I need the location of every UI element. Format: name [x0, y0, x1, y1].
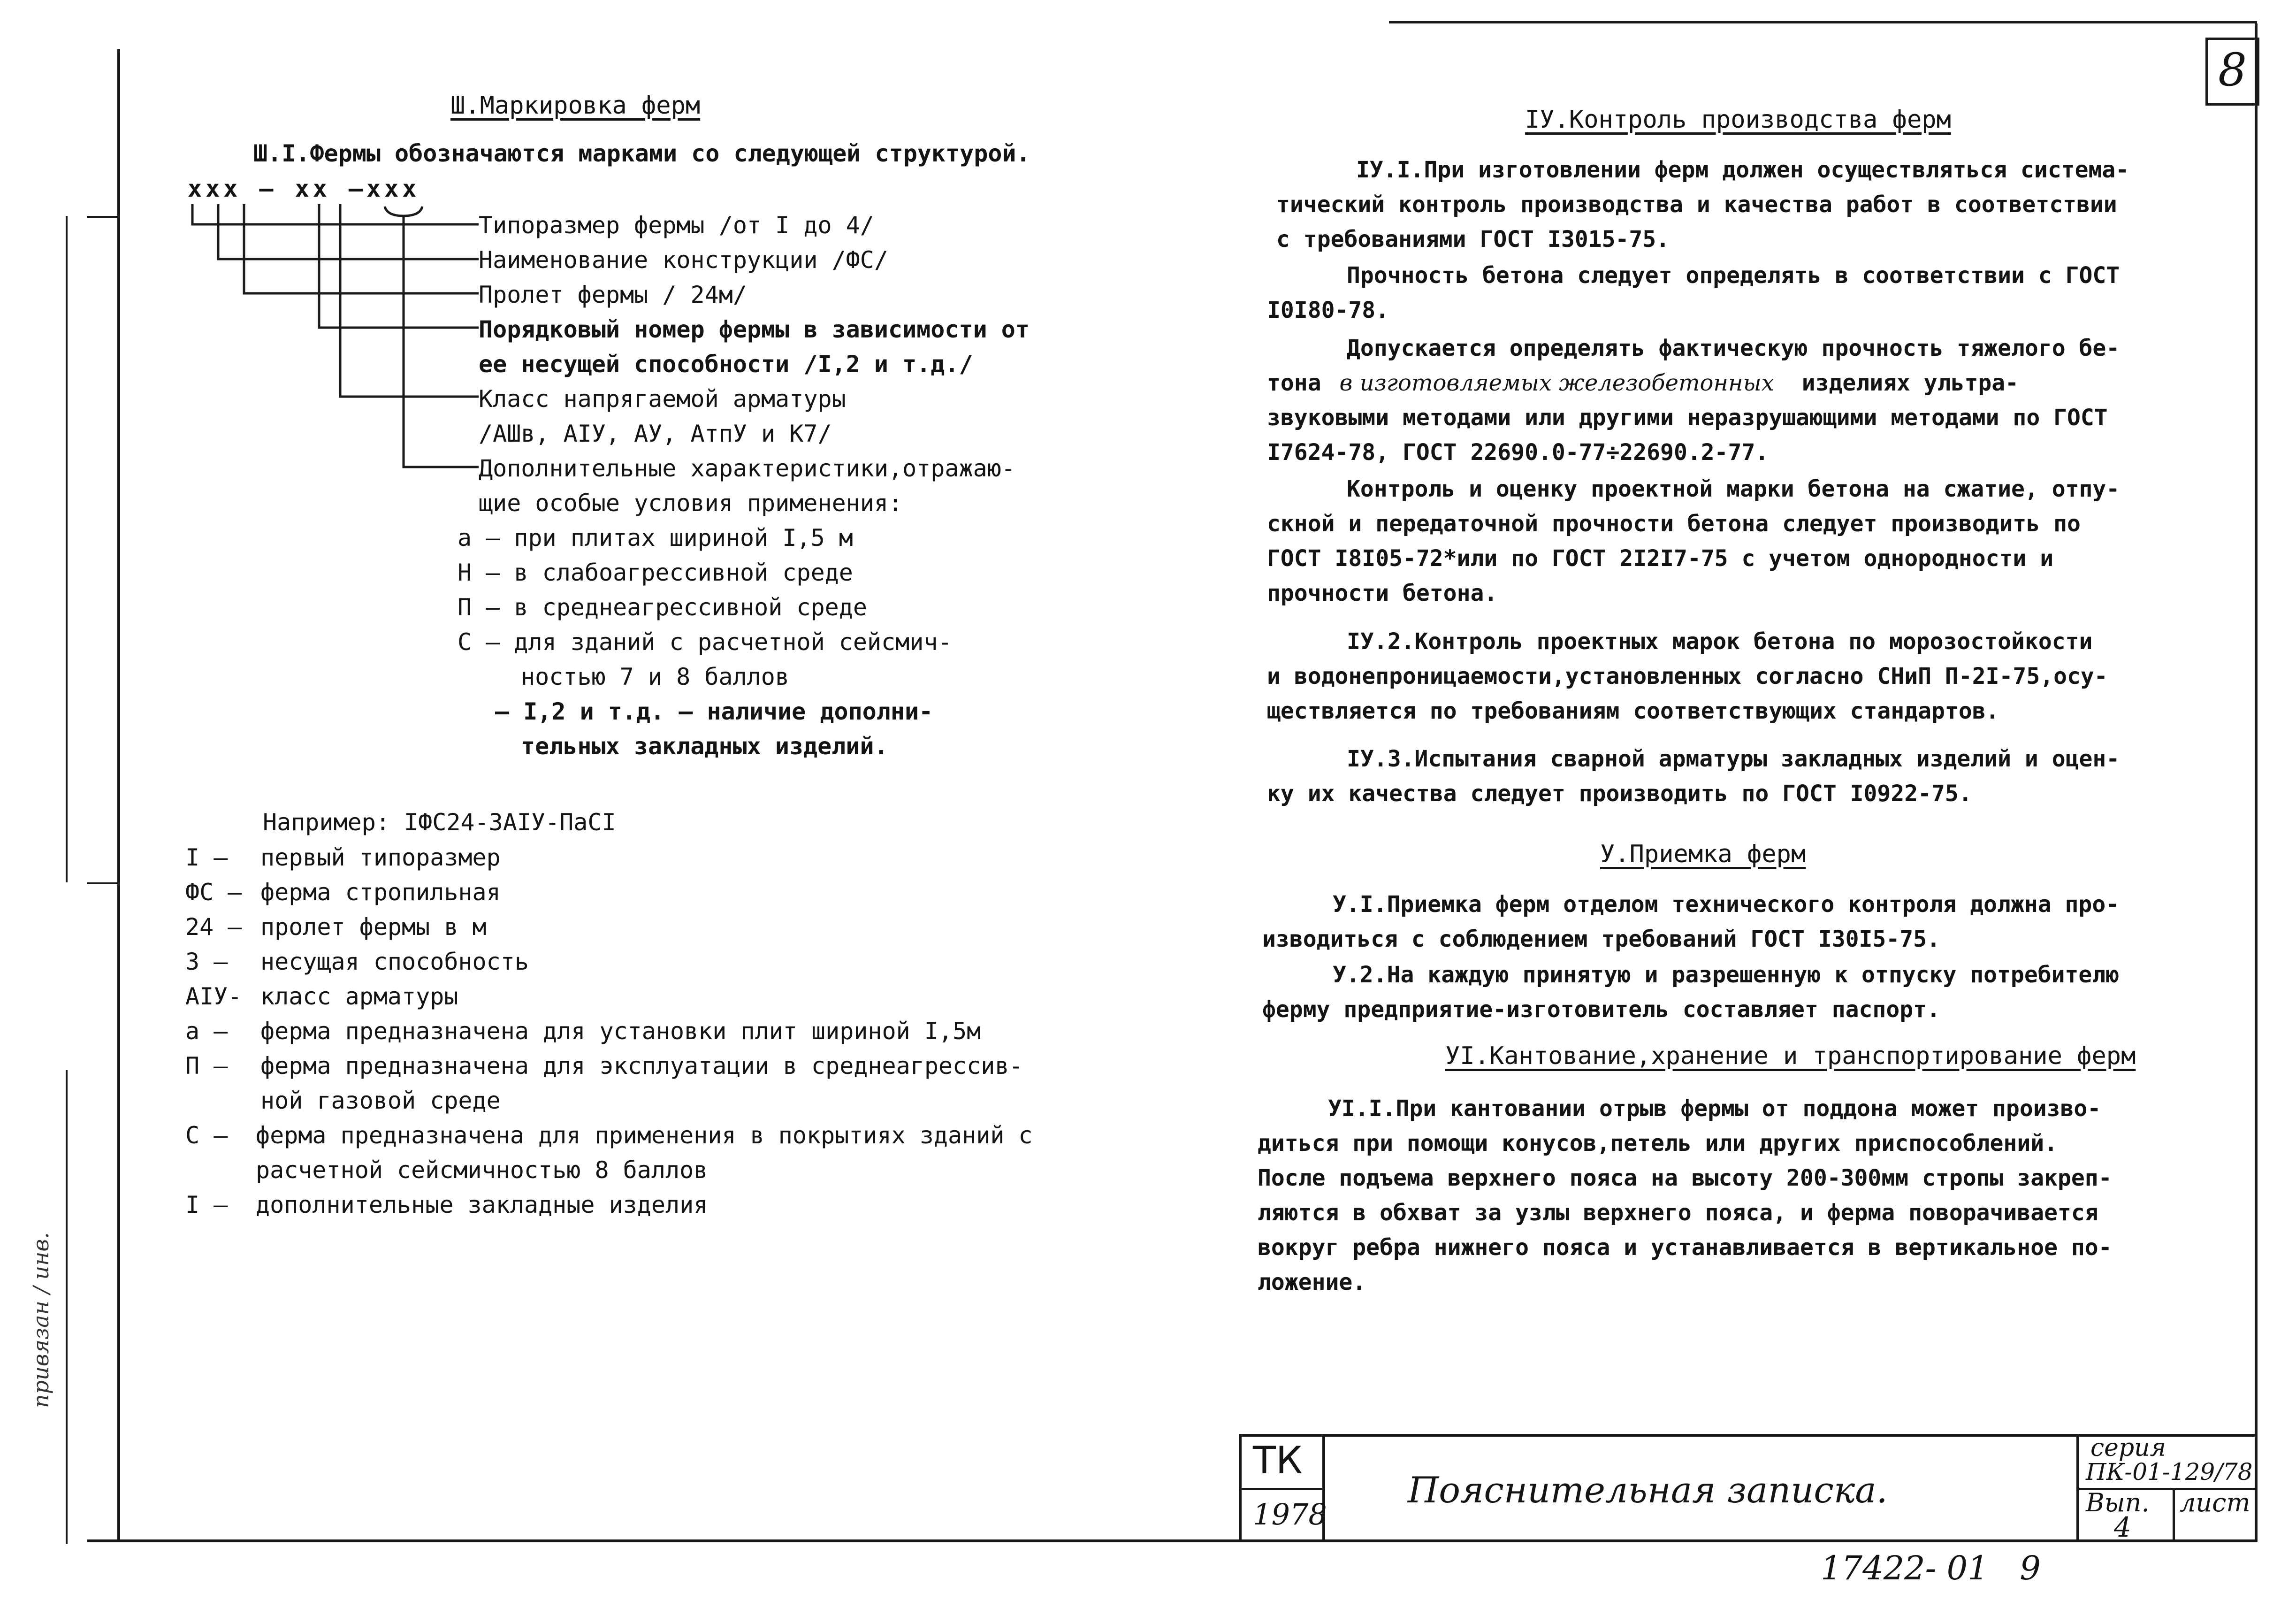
- marking-structure-tree: [178, 197, 488, 488]
- example-title: Например: IФС24-3АIУ-ПаСI: [263, 809, 616, 836]
- section-4-title: IУ.Контроль производства ферм: [1525, 106, 1951, 134]
- text-line: После подъема верхнего пояса на высоту 200-300мм стропы закреп-: [1258, 1165, 2112, 1191]
- text-line: У.2.На каждую принятую и разрешенную к отпуску потребителю: [1333, 962, 2120, 988]
- stamp-divider: [2173, 1488, 2175, 1542]
- para-5-2: [1262, 957, 2119, 1027]
- section-3-title: Ш.Маркировка ферм: [450, 92, 701, 120]
- text-line: скной и передаточной прочности бетона следует производить по: [1267, 511, 2081, 537]
- structure-line: Порядковый номер фермы в зависимости от: [479, 316, 1030, 343]
- example-code: 3 –: [185, 948, 228, 975]
- text-line: тический контроль производства и качества работ в соответствии: [1276, 191, 2117, 218]
- structure-line: ностью 7 и 8 баллов: [521, 663, 789, 690]
- stamp-series-label: серия: [2090, 1434, 2166, 1462]
- structure-line: Дополнительные характеристики,отражаю-: [479, 455, 1015, 482]
- text-line: ку их качества следует производить по ГОСТ I0922-75.: [1267, 781, 1972, 807]
- text-line: ферму предприятие-изготовитель составляет паспорт.: [1262, 996, 1940, 1023]
- example-text: пролет фермы в м: [260, 913, 487, 941]
- para-5-1: [1262, 887, 2119, 957]
- archive-number: 17422- 01 9: [1821, 1549, 2041, 1587]
- text-line: ществляется по требованиям соответствующих стандартов.: [1267, 698, 1999, 724]
- text-line: с требованиями ГОСТ I3015-75.: [1276, 226, 1670, 253]
- structure-line: Наименование конструкции /ФС/: [479, 246, 888, 274]
- para-6-1: [1258, 1091, 2112, 1300]
- section-5-title: У.Приемка ферм: [1600, 840, 1806, 868]
- structure-line: Класс напрягаемой арматуры: [479, 385, 846, 413]
- para-4-1-d: [1267, 472, 2120, 611]
- example-text: ферма предназначена для установки плит шириной I,5м: [260, 1018, 981, 1045]
- example-text: расчетной сейсмичностью 8 баллов: [256, 1156, 708, 1184]
- title-block: [1239, 1434, 2257, 1542]
- example-text: класс арматуры: [260, 983, 458, 1010]
- text-fragment: тона: [1267, 370, 1321, 396]
- stamp-title: Пояснительная записка.: [1408, 1469, 1888, 1511]
- example-text: ферма стропильная: [260, 879, 501, 906]
- para-4-1-c: [1267, 331, 2120, 470]
- stamp-year: 1978: [1253, 1497, 1327, 1531]
- stamp-org: ТК: [1253, 1439, 1303, 1482]
- text-line: изводиться с соблюдением требований ГОСТ I30I5-75.: [1262, 926, 1940, 952]
- example-text: ферма предназначена для применения в покрытиях зданий с: [256, 1122, 1033, 1149]
- binding-tick: [87, 216, 120, 218]
- marking-structure-list: [458, 208, 1030, 764]
- text-line: У.I.Приемка ферм отделом технического контроля должна про-: [1333, 891, 2120, 918]
- text-line: звуковыми методами или другими неразрушающими методами по ГОСТ: [1267, 405, 2108, 431]
- example-code: а –: [185, 1018, 228, 1045]
- structure-line: тельных закладных изделий.: [521, 733, 888, 760]
- text-line: IУ.3.Испытания сварной арматуры закладных изделий и оцен-: [1347, 746, 2120, 772]
- example-code: П –: [185, 1052, 228, 1080]
- binding-line-lower: [66, 1070, 68, 1544]
- structure-line: /АШв, АIУ, АУ, АтпУ и К7/: [479, 420, 832, 447]
- para-4-2: [1267, 624, 2108, 728]
- structure-line: ее несущей способности /I,2 и т.д./: [479, 351, 973, 378]
- text-line: IУ.I.При изготовлении ферм должен осуществляться система-: [1356, 157, 2129, 183]
- example-text: ферма предназначена для эксплуатации в среднеагрессив-: [260, 1052, 1023, 1080]
- text-line: I0I80-78.: [1267, 297, 1389, 323]
- para-4-1: [1276, 153, 2129, 257]
- structure-line: П – в среднеагрессивной среде: [458, 594, 867, 621]
- text-line: УI.I.При кантовании отрыв фермы от поддона может произво-: [1328, 1095, 2101, 1122]
- binding-line: [66, 216, 68, 882]
- page-number: 8: [2218, 44, 2247, 96]
- example-code: ФС –: [185, 879, 242, 906]
- example-text: несущая способность: [260, 948, 529, 975]
- stamp-vyp-label: Вып.: [2086, 1488, 2150, 1517]
- para-4-3: [1267, 742, 2120, 811]
- structure-line: – I,2 и т.д. – наличие дополни-: [495, 698, 933, 725]
- right-frame-line: [2255, 23, 2258, 1542]
- top-frame-line: [1389, 21, 2257, 23]
- left-frame-line: [117, 49, 120, 1542]
- example-code: С –: [185, 1122, 228, 1149]
- text-line: ГОСТ I8I05-72*или по ГОСТ 2I2I7-75 с учетом однородности и: [1267, 545, 2054, 572]
- text-fragment: изделиях ультра-: [1801, 370, 2019, 396]
- binding-tick: [87, 882, 120, 884]
- stamp-divider: [1239, 1488, 1323, 1490]
- structure-line: С – для зданий с расчетной сейсмич-: [458, 628, 952, 656]
- text-line: Контроль и оценку проектной марки бетона на сжатие, отпу-: [1347, 476, 2120, 502]
- marking-intro: Ш.I.Фермы обозначаются марками со следующей структурой.: [253, 140, 1030, 167]
- structure-line: Н – в слабоагрессивной среде: [458, 559, 853, 586]
- stamp-list-label: лист: [2180, 1488, 2250, 1517]
- text-line: IУ.2.Контроль проектных марок бетона по морозостойкости: [1347, 628, 2093, 655]
- handwritten-insert: в изготовляемых железобетонных: [1339, 370, 1774, 396]
- text-line: I7624-78, ГОСТ 22690.0-77÷22690.2-77.: [1267, 439, 1769, 466]
- example-code: 24 –: [185, 913, 242, 941]
- marking-pattern: ххх — хх —ххх: [188, 175, 420, 202]
- text-line: ляются в обхват за узлы верхнего пояса, и ферма поворачивается: [1258, 1200, 2098, 1226]
- example-code: АIУ-: [185, 983, 242, 1010]
- structure-line: Пролет фермы / 24м/: [479, 281, 747, 308]
- structure-line: а – при плитах шириной I,5 м: [458, 524, 853, 551]
- text-line: и водонепроницаемости,установленных согласно СНиП П-2I-75,осу-: [1267, 663, 2108, 689]
- para-4-1-b: [1267, 258, 2120, 328]
- structure-line: Типоразмер фермы /от I до 4/: [479, 212, 874, 239]
- margin-handwritten-note: привязан / инв.: [28, 1232, 53, 1408]
- example-code: I –: [185, 844, 228, 871]
- text-line: вокруг ребра нижнего пояса и устанавливается в вертикальное по-: [1258, 1234, 2112, 1261]
- text-line: Прочность бетона следует определять в соответствии с ГОСТ: [1347, 262, 2120, 289]
- section-6-title: УI.Кантование,хранение и транспортирование ферм: [1445, 1042, 2136, 1070]
- example-text: первый типоразмер: [260, 844, 501, 871]
- example-text: дополнительные закладные изделия: [256, 1191, 708, 1218]
- example-code: I –: [185, 1191, 228, 1218]
- page-number-box: [2205, 38, 2259, 106]
- text-line: ложение.: [1258, 1269, 1366, 1295]
- text-line: [1267, 366, 2120, 400]
- text-line: Допускается определять фактическую прочность тяжелого бе-: [1347, 335, 2120, 361]
- stamp-series-value: ПК-01-129/78: [2086, 1458, 2253, 1485]
- example-text: ной газовой среде: [260, 1087, 501, 1114]
- structure-line: щие особые условия применения:: [479, 490, 903, 517]
- text-line: диться при помощи конусов,петель или других приспособлений.: [1258, 1130, 2058, 1156]
- stamp-vyp-value: 4: [2114, 1511, 2131, 1543]
- text-line: прочности бетона.: [1267, 580, 1498, 606]
